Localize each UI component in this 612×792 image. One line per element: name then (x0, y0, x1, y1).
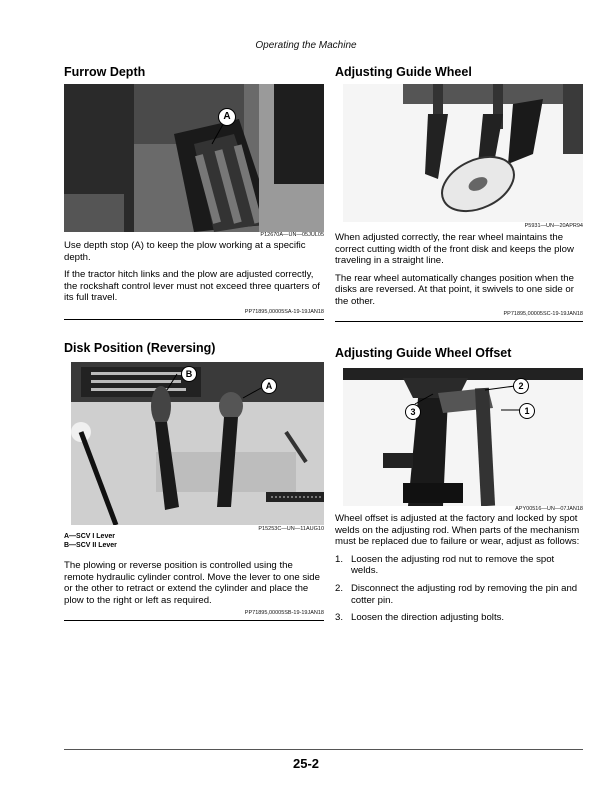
step-text: Loosen the adjusting rod nut to remove the spot welds. (351, 553, 555, 577)
section-divider (64, 620, 324, 621)
reference-code: PP71895,00005SB-19-19JAN18 (244, 610, 324, 616)
callout-2: 2 (513, 378, 529, 394)
paragraph: When adjusted correctly, the rear wheel maintains the correct cutting width of the front disk and keeps the plow traveling in a straight line. (335, 232, 574, 267)
step-number: 3. (335, 612, 344, 624)
list-item (335, 554, 583, 577)
page-number: 25-2 (292, 756, 320, 771)
callout-3: 3 (405, 404, 421, 420)
callout-b: B (181, 366, 197, 382)
paragraph: Use depth stop (A) to keep the plow working at a specific depth. (64, 240, 306, 263)
photo-guide-wheel (343, 84, 583, 222)
paragraph: Wheel offset is adjusted at the factory and locked by spot welds on the adjusting rod. When parts of the mechanism must be replaced due to failure or wear, adjust as follows: (335, 513, 580, 548)
photo-code: P12670A—UN—05JUL05 (260, 232, 324, 238)
legend-item: A—SCV I Lever (64, 533, 115, 540)
photo-depth-stop (64, 84, 324, 232)
step-text: Loosen the direction adjusting bolts. (351, 612, 505, 624)
offset-body (335, 513, 583, 630)
photo-code: APY00516—UN—07JAN18 (515, 506, 583, 512)
photo-scv-levers (71, 362, 324, 525)
callout-a: A (218, 108, 236, 126)
section-divider (64, 319, 324, 320)
paragraph: If the tractor hitch links and the plow are adjusted correctly, the rockshaft control lever must not exceed three quarters of its full travel. (64, 269, 320, 304)
footer-rule (64, 749, 583, 750)
step-number: 1. (335, 553, 344, 565)
section-title-guide-wheel: Adjusting Guide Wheel (335, 65, 472, 79)
paragraph: The rear wheel automatically changes position when the disks are reversed. At that point, it swivels to one side or the other. (335, 272, 574, 307)
photo-guide-wheel-offset (343, 368, 583, 506)
guide-body (335, 232, 583, 314)
furrow-body (64, 240, 324, 310)
section-title-furrow-depth: Furrow Depth (64, 65, 146, 79)
callout-a: A (261, 378, 277, 394)
running-head: Operating the Machine (255, 40, 357, 51)
step-number: 2. (335, 582, 344, 594)
paragraph: The plowing or reverse position is controlled using the remote hydraulic cylinder control. Move the lever to one side or the other to retract or extend the cylinder and place the plow to the right or left as required. (64, 560, 320, 606)
reference-code: PP71895,00005SC-19-19JAN18 (503, 311, 583, 317)
section-title-disk-position: Disk Position (Reversing) (64, 341, 216, 355)
reference-code: PP71895,00005SA-19-19JAN18 (244, 309, 324, 315)
disk-body (64, 560, 324, 612)
section-title-guide-wheel-offset: Adjusting Guide Wheel Offset (335, 346, 512, 360)
list-item (335, 583, 583, 606)
photo-code: P15253C—UN—11AUG10 (258, 526, 324, 532)
step-text: Disconnect the adjusting rod by removing the pin and cotter pin. (351, 582, 578, 606)
steps-list (335, 554, 583, 624)
photo-code: P5931—UN—20APR94 (524, 223, 583, 229)
callout-1: 1 (519, 403, 535, 419)
section-divider (335, 321, 583, 322)
legend-item: B—SCV II Lever (64, 541, 117, 549)
list-item (335, 612, 583, 624)
legend (64, 533, 324, 550)
